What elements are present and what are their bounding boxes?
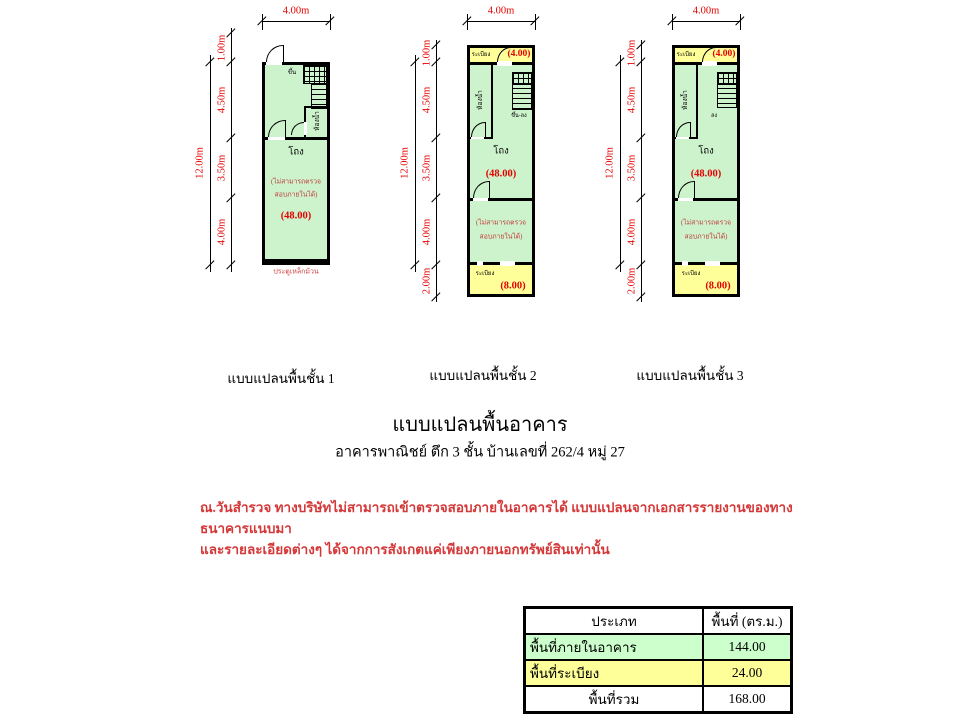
header-area: พื้นที่ (ตร.ม.) [703,608,792,635]
stair-direction-label: ขึ้น-ลง [511,113,527,119]
door-leaf [690,122,691,137]
plan2-caption: แบบแปลนพื้นชั้น 2 [429,368,537,383]
row-label: พื้นที่ระเบียง [525,660,704,686]
balcony-area-value: (4.00) [507,49,531,59]
stairs [303,65,327,84]
window-opening [477,261,483,266]
dim-line [620,55,621,272]
dim-extension [467,14,468,30]
segment-dimension: 4.50m [421,86,433,114]
hall-label: โถง [288,147,304,158]
dim-extension [330,14,331,30]
door-opening [266,62,282,65]
door-opening [678,198,693,201]
width-dimension: 4.00m [692,5,720,17]
segment-dimension: 3.50m [421,154,433,182]
balcony-area-value: (4.00) [712,49,736,59]
dim-extension [740,14,741,30]
table-header-row [525,608,792,635]
stairs [512,72,532,85]
door-leaf [285,120,286,137]
segment-dimension: 4.50m [216,86,228,114]
inspect-note-line2: สอบภายในได้) [684,233,728,241]
segment-dimension: 2.00m [626,267,638,295]
dim-extension [672,14,673,30]
hall-label: โถง [698,146,714,157]
page-title: แบบแปลนพื้นอาคาร [392,414,568,436]
disclaimer-line1: ณ.วันสำรวจ ทางบริษัทไม่สามารถเข้าตรวจสอบภายในอาคารได้ แบบแปลนจากเอกสารรายงานของทางธนาคารแนบมา [200,500,793,536]
inspect-note-line1: (ไม่สามารถตรวจ [680,219,732,227]
inspect-note-line2: สอบภายในได้) [479,233,523,241]
door-opening [268,137,285,140]
dim-line [231,28,232,272]
dim-line [672,21,740,22]
row-label: พื้นที่ภายในอาคาร [525,634,704,660]
width-dimension: 4.00m [487,5,515,17]
balcony-label: ระเบียง [475,271,495,277]
row-value: 24.00 [703,660,792,686]
hall-area-value: (48.00) [690,168,722,180]
area-summary-table [523,606,793,714]
overall-dimension: 12.00m [604,147,616,179]
inspect-note-line1: (ไม่สามารถตรวจ [270,178,322,186]
segment-dimension: 3.50m [626,154,638,182]
balcony-area-value: (8.00) [500,280,526,292]
segment-dimension: 4.50m [626,86,638,114]
stairs [717,72,737,85]
inspect-note-line2: สอบภายในได้) [274,191,318,199]
table-row [525,634,792,660]
stair-direction-label: ขึ้น [287,70,297,76]
row-value: 168.00 [703,686,792,713]
segment-dimension: 4.00m [216,218,228,246]
door-leaf [283,45,284,62]
table-row [525,660,792,686]
door-opening [304,122,307,135]
door-leaf [485,122,486,137]
segment-dimension: 4.00m [421,218,433,246]
door-leaf [489,181,490,198]
plan3-caption: แบบแปลนพื้นชั้น 3 [636,368,744,383]
hall-label: โถง [493,146,509,157]
overall-dimension: 12.00m [194,147,206,179]
segment-dimension: 1.00m [421,39,433,67]
header-type: ประเภท [525,608,704,635]
dim-line [210,55,211,272]
segment-dimension: 4.00m [626,218,638,246]
segment-dimension: 3.50m [216,154,228,182]
door-opening [705,261,720,266]
balcony-label: ระเบียง [676,52,696,58]
table-row [525,686,792,713]
door-leaf [694,181,695,198]
disclaimer-text [200,497,800,560]
row-label: พื้นที่รวม [525,686,704,713]
balcony-label: ระเบียง [681,271,701,277]
segment-dimension: 2.00m [421,267,433,295]
dim-line [415,55,416,272]
balcony-label: ระเบียง [471,52,491,58]
page-subtitle: อาคารพาณิชย์ ตึก 3 ชั้น บ้านเลขที่ 262/4 หมู่ 27 [335,444,625,461]
disclaimer-line2: และรายละเอียดต่างๆ ได้จากการสังเกตแค่เพียงภายนอกทรัพย์สินเท่านั้น [200,542,610,557]
hall-area-value: (48.00) [280,210,312,222]
overall-dimension: 12.00m [399,147,411,179]
door-opening [473,198,488,201]
inspect-note-line1: (ไม่สามารถตรวจ [475,219,527,227]
bathroom-label: ห้องน้ำ [682,90,689,110]
plan1-caption: แบบแปลนพื้นชั้น 1 [227,371,335,386]
rolling-door-label: ประตูเหล็กม้วน [273,267,319,276]
bathroom-label: ห้องน้ำ [477,90,484,110]
dim-extension [262,14,263,30]
stair-direction-label: ลง [710,113,718,119]
hall-area-value: (48.00) [485,168,517,180]
door-opening [500,261,515,266]
balcony-area-value: (8.00) [705,280,731,292]
door-swing-arc [266,45,283,62]
bathroom-label: ห้องน้ำ [314,111,321,131]
width-dimension: 4.00m [282,5,310,17]
dim-line [467,21,535,22]
segment-dimension: 1.00m [626,39,638,67]
dim-line [262,21,330,22]
segment-dimension: 1.00m [216,34,228,62]
window-opening [682,261,688,266]
dim-extension [535,14,536,30]
row-value: 144.00 [703,634,792,660]
